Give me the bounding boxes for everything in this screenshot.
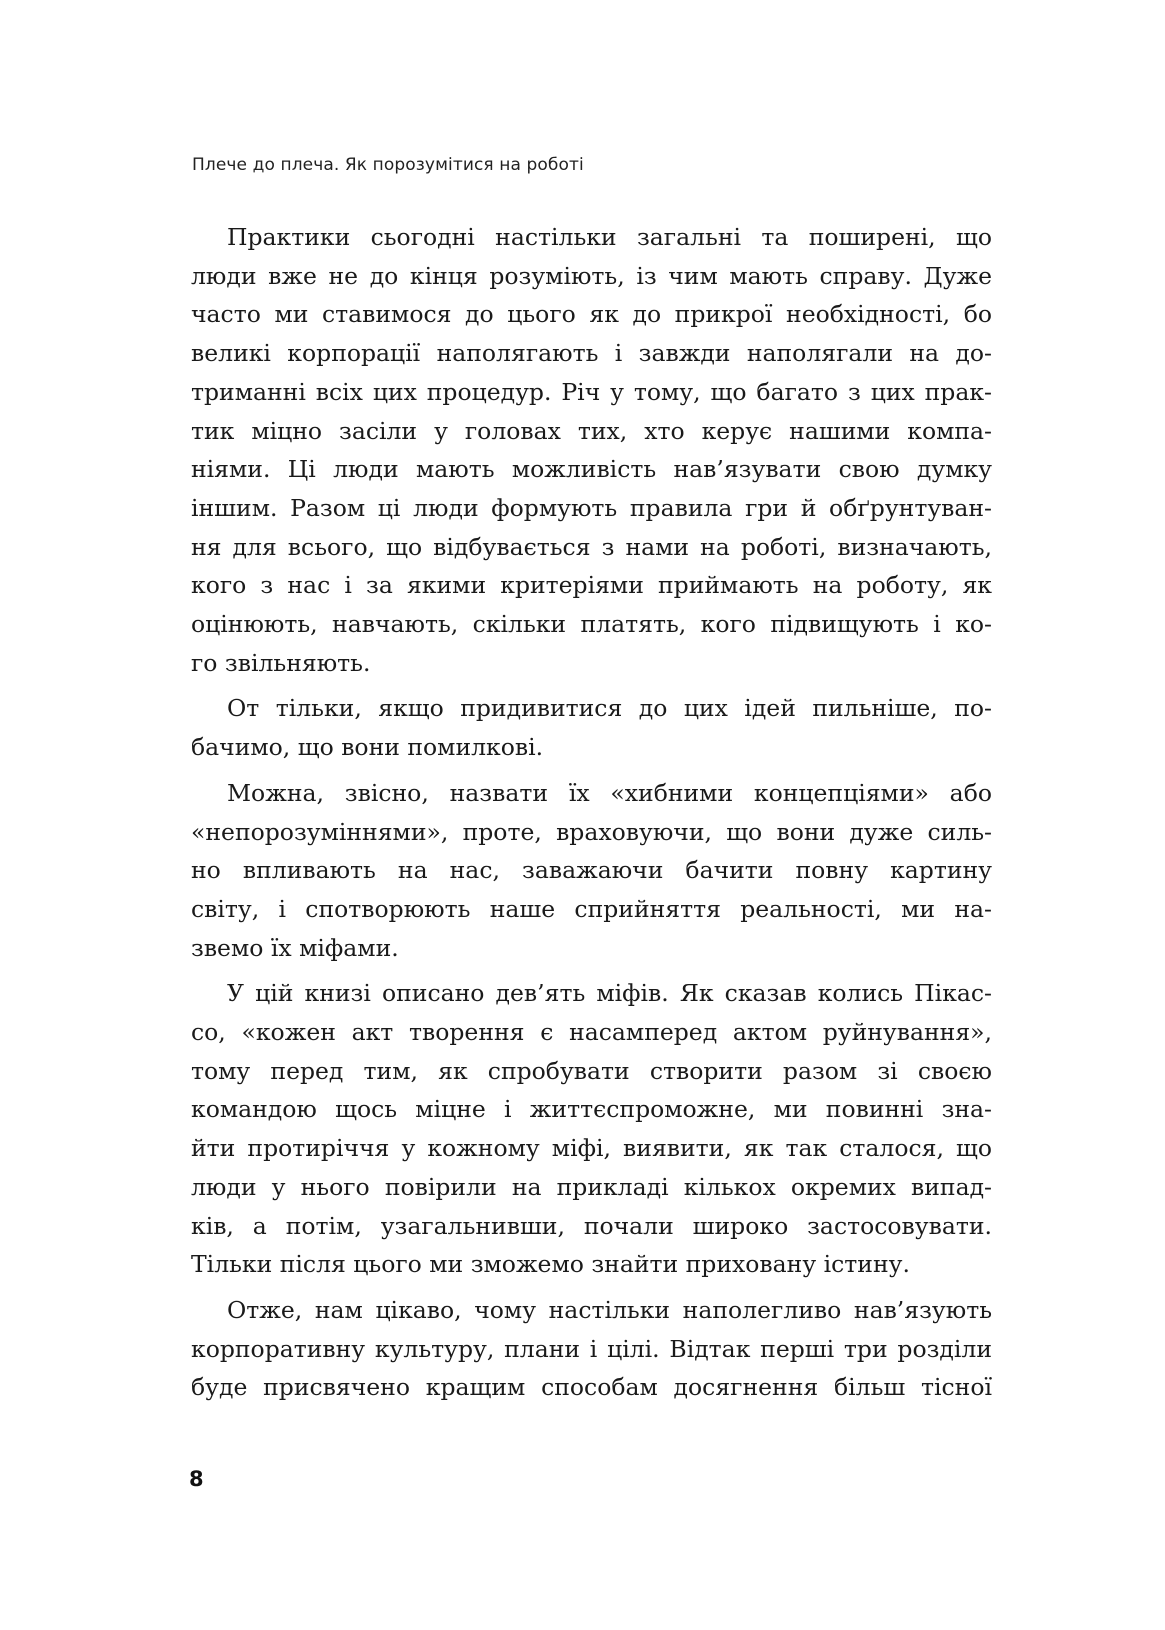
- text-line: люди у нього повірили на прикладі кількох окремих випад-: [191, 1172, 992, 1201]
- text-line: іншим. Разом ці люди формують правила гри й обґрунтуван-: [191, 493, 992, 522]
- text-line: От тільки, якщо придивитися до цих ідей пильніше, по-: [227, 694, 992, 723]
- text-line: тому перед тим, як спробувати створити разом зі своєю: [191, 1056, 992, 1085]
- paragraph-3: [191, 774, 992, 968]
- text-line: оцінюють, навчають, скільки платять, кого підвищують і ко-: [191, 610, 992, 639]
- text-line: йти протиріччя у кожному міфі, виявити, як так сталося, що: [191, 1134, 992, 1163]
- text-line: бачимо, що вони помилкові.: [191, 733, 544, 762]
- text-line: Отже, нам цікаво, чому настільки наполегливо нав’язують: [227, 1295, 992, 1324]
- paragraph-5: [191, 1291, 992, 1407]
- text-line: звемо їх міфами.: [191, 933, 399, 962]
- text-line: ня для всього, що відбувається з нами на роботі, визначають,: [191, 532, 992, 561]
- page-number: 8: [189, 1467, 204, 1491]
- text-line: Практики сьогодні настільки загальні та поширені, що: [227, 223, 992, 251]
- text-line: тик міцно засіли у головах тих, хто керує нашими компа-: [191, 416, 992, 445]
- text-line: го звільняють.: [191, 648, 371, 677]
- text-line: кого з нас і за якими критеріями приймають на роботу, як: [191, 571, 992, 600]
- text-line: командою щось міцне і життєспроможне, ми повинні зна-: [191, 1095, 992, 1124]
- text-line: ніями. Ці люди мають можливість нав’язувати свою думку: [191, 455, 992, 484]
- paragraph-4: [191, 974, 992, 1284]
- paragraph-2: [191, 689, 992, 766]
- text-line: Тільки після цього ми зможемо знайти приховану істину.: [191, 1250, 910, 1279]
- text-line: великі корпорації наполягають і завжди наполягали на до-: [191, 339, 992, 368]
- text-line: У цій книзі описано дев’ять міфів. Як сказав колись Пікас-: [227, 979, 992, 1008]
- text-line: но впливають на нас, заважаючи бачити повну картину: [191, 856, 992, 885]
- text-line: «непорозуміннями», проте, враховуючи, що вони дуже силь-: [191, 817, 992, 846]
- text-line: світу, і спотворюють наше сприйняття реальності, ми на-: [191, 894, 992, 923]
- text-line: со, «кожен акт творення є насамперед актом руйнування»,: [191, 1018, 992, 1047]
- text-line: ків, а потім, узагальнивши, почали широко застосовувати.: [191, 1211, 992, 1240]
- body-text: [191, 218, 992, 1407]
- text-line: люди вже не до кінця розуміють, із чим мають справу. Дуже: [191, 261, 992, 290]
- text-line: Можна, звісно, назвати їх «хибними концепціями» або: [227, 778, 992, 807]
- text-line: триманні всіх цих процедур. Річ у тому, що багато з цих прак-: [191, 377, 992, 406]
- text-line: часто ми ставимося до цього як до прикрої необхідності, бо: [191, 300, 992, 329]
- paragraph-1: [191, 218, 992, 682]
- running-head: Плече до плеча. Як порозумітися на роботі: [192, 155, 584, 175]
- text-line: корпоративну культуру, плани і цілі. Відтак перші три розділи: [191, 1334, 992, 1363]
- text-line: буде присвячено кращим способам досягнення більш тісної: [191, 1373, 992, 1402]
